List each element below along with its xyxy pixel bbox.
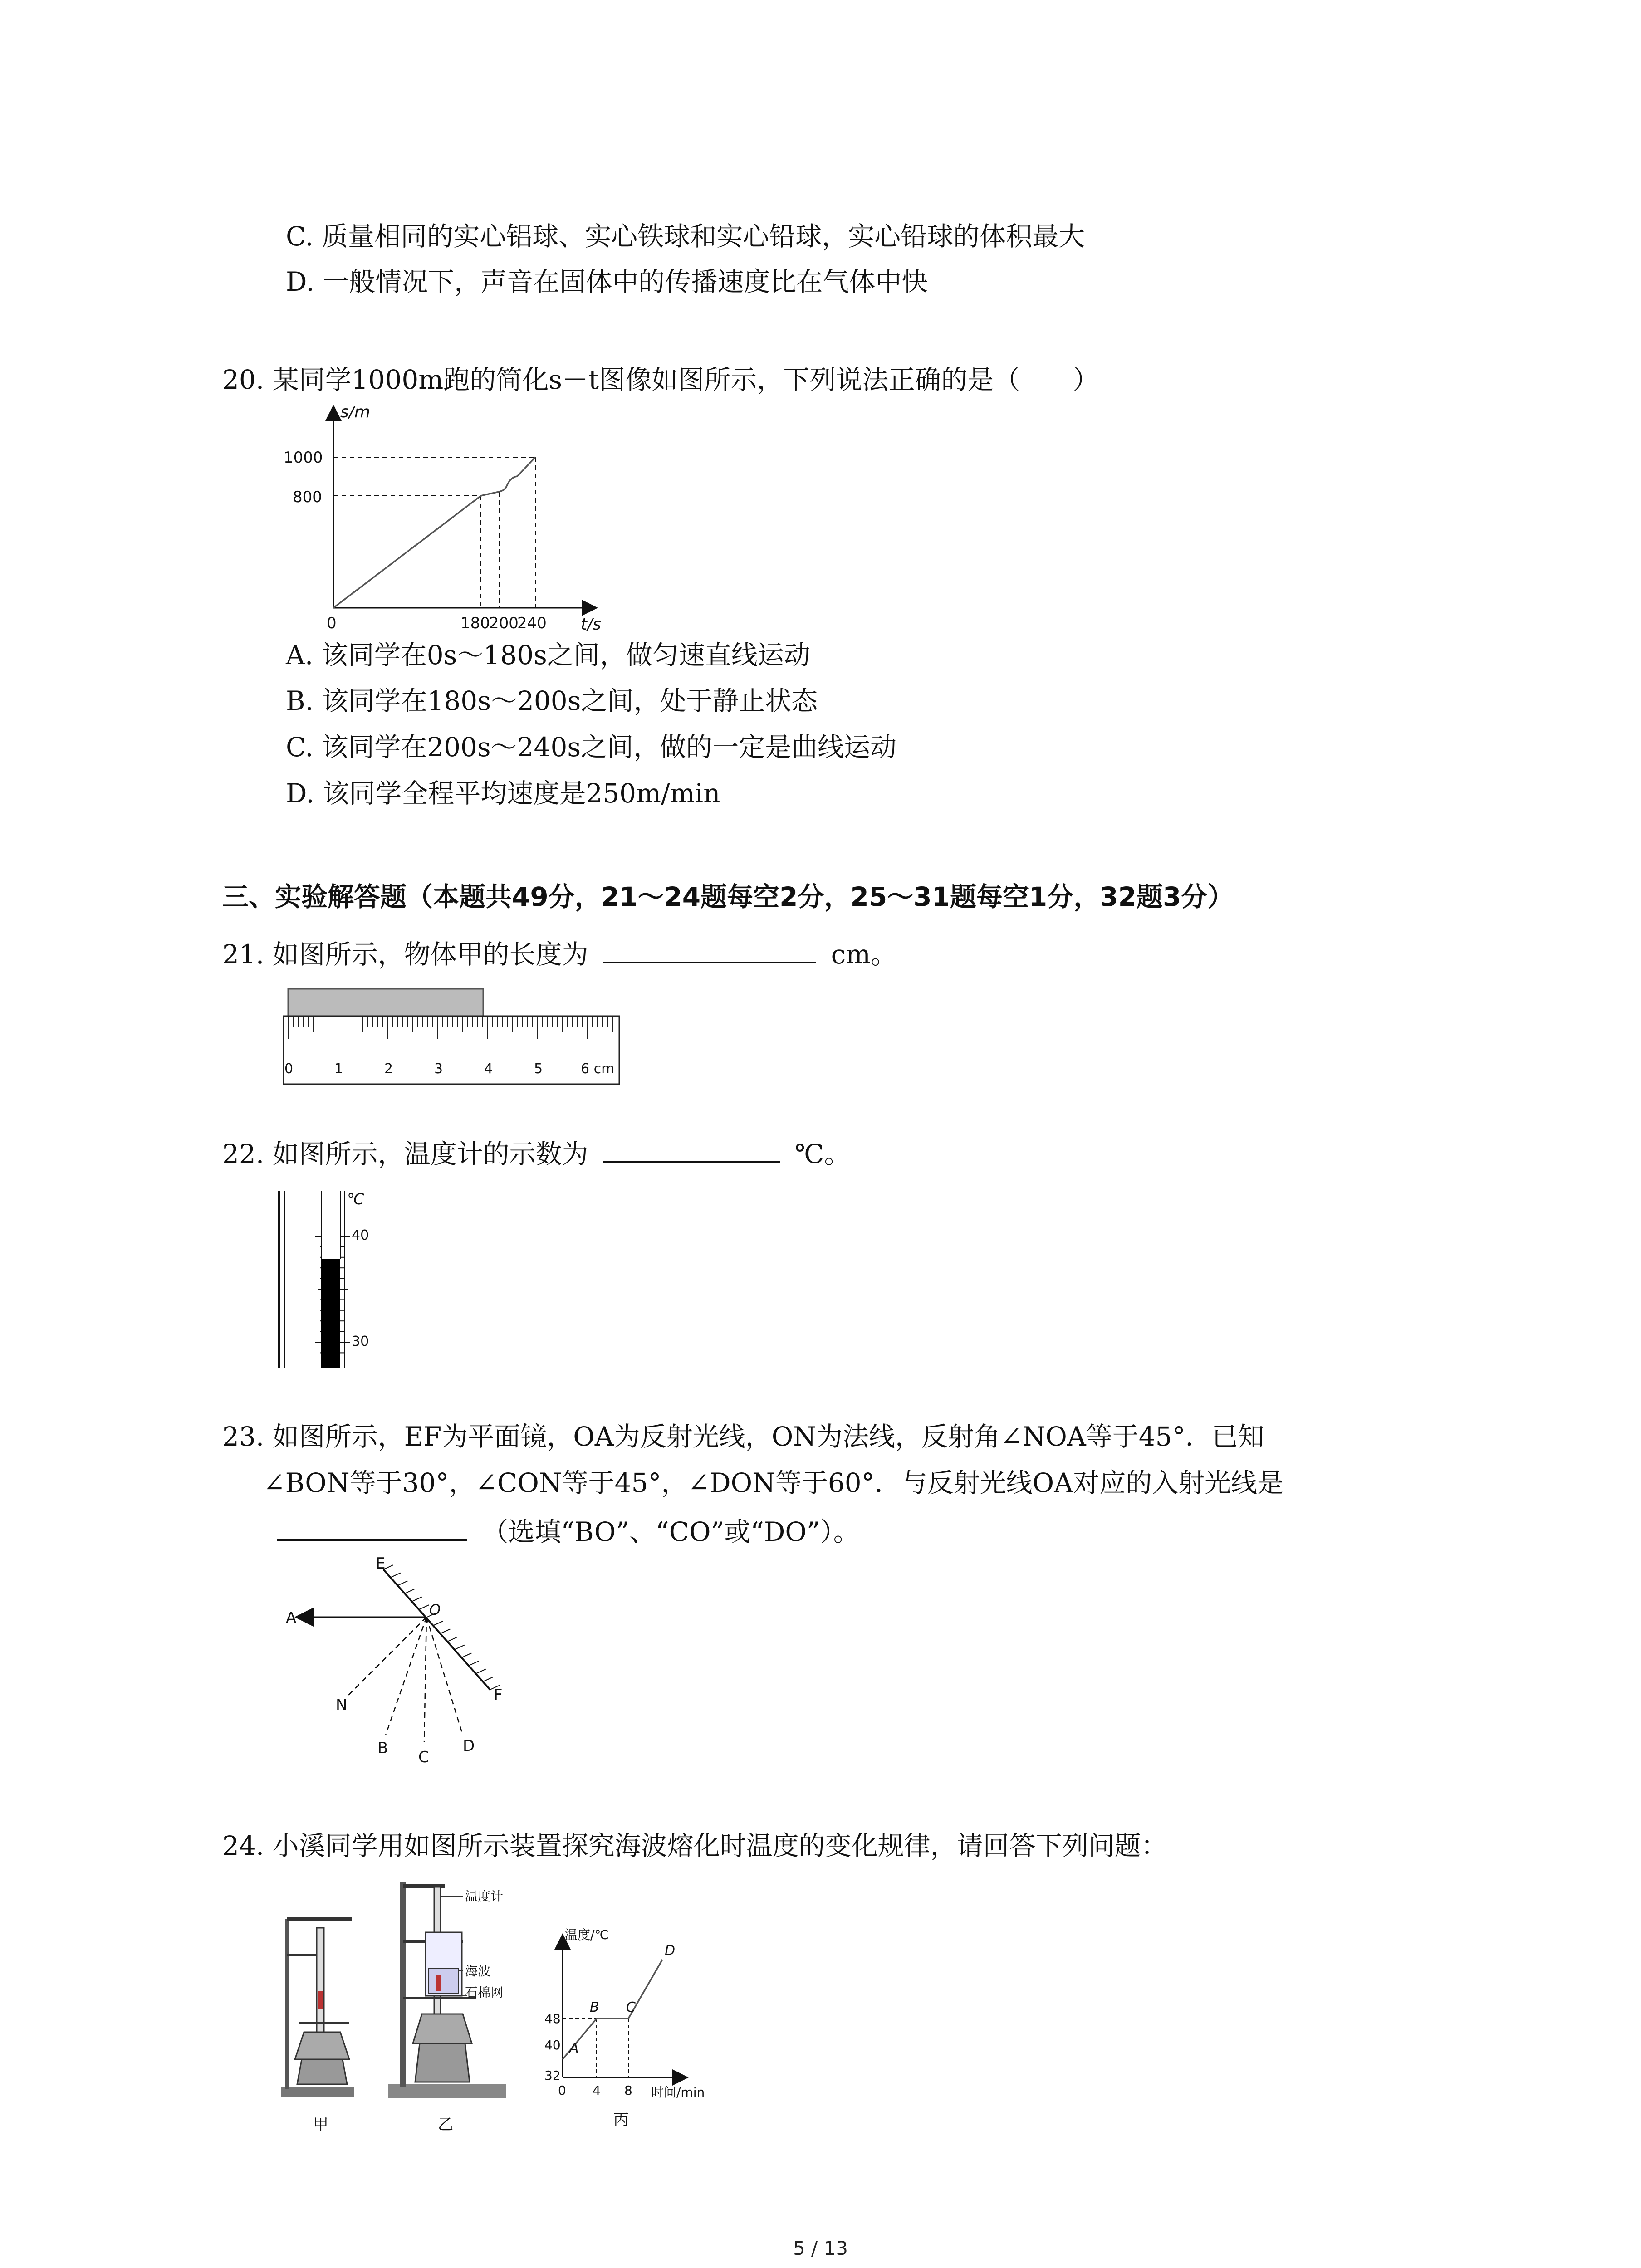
ruler-label-6: 6 cm	[581, 1061, 615, 1077]
q23-mirror-figure	[272, 1551, 526, 1769]
label-b: B	[377, 1739, 388, 1757]
mirror-hatch-mark	[391, 1573, 401, 1578]
apparatus-jia	[281, 1919, 354, 2097]
mirror-ef	[383, 1569, 490, 1690]
thermo-label-30: 30	[352, 1334, 369, 1349]
graph-ytick-40: 40	[544, 2038, 561, 2053]
q22-answer-blank[interactable]	[603, 1135, 780, 1163]
label-f: F	[494, 1686, 503, 1704]
label-e: E	[376, 1554, 386, 1573]
graph-ytick-32: 32	[544, 2068, 561, 2083]
point-a: A	[569, 2040, 579, 2056]
x-tick-200: 200	[489, 614, 519, 632]
y-tick-800: 800	[293, 488, 322, 506]
page-number: 5 / 13	[793, 2237, 848, 2259]
q23-line-2: ∠BON等于30°，∠CON等于45°，∠DON等于60°．与反射光线OA对应的入射光线是	[263, 1467, 1284, 1498]
q21-ruler-figure	[279, 984, 624, 1089]
mirror-hatch-mark	[405, 1589, 415, 1593]
label-d: D	[463, 1737, 475, 1755]
st-curve	[333, 457, 535, 608]
label-c: C	[418, 1748, 429, 1766]
ruler-label-0: 0	[284, 1061, 294, 1077]
label-jia: 甲	[313, 2116, 328, 2134]
q22-thermometer-figure	[272, 1186, 390, 1372]
q20-stem: 20. 某同学1000m跑的简化s－t图像如图所示，下列说法正确的是（ ）	[222, 364, 1099, 395]
label-thermometer: 温度计	[465, 1889, 504, 1904]
ruler	[284, 1016, 619, 1084]
q19-option-c: C. 质量相同的实心铝球、实心铁球和实心铅球，实心铅球的体积最大	[286, 221, 1085, 252]
q19-option-d: D. 一般情况下，声音在固体中的传播速度比在气体中快	[286, 266, 928, 297]
mirror-hatch-mark	[433, 1621, 443, 1626]
point-d: D	[665, 1943, 676, 1959]
mercury-column	[321, 1259, 340, 1368]
y-axis-label: s/m	[340, 403, 370, 421]
point-b: B	[590, 1999, 599, 2015]
label-a: A	[286, 1609, 297, 1627]
ray-bo	[386, 1617, 426, 1735]
mirror-hatch-mark	[476, 1669, 486, 1674]
ruler-label-1: 1	[334, 1061, 343, 1077]
point-c: C	[626, 1999, 636, 2015]
origin-label: 0	[327, 614, 337, 632]
q21-stem-text: 21. 如图所示，物体甲的长度为	[222, 939, 588, 970]
label-yi: 乙	[438, 2116, 453, 2134]
graph-xtick-0: 0	[558, 2083, 566, 2098]
x-tick-240: 240	[517, 614, 547, 632]
mirror-hatch-mark	[419, 1605, 429, 1609]
x-tick-180: 180	[460, 614, 490, 632]
ray-do	[426, 1617, 463, 1735]
q23-line-1: 23. 如图所示，EF为平面镜，OA为反射光线，ON为法线，反射角∠NOA等于45°．已知	[222, 1421, 1264, 1452]
q20-option-d: D. 该同学全程平均速度是250m/min	[286, 778, 720, 809]
q20-st-graph	[281, 399, 635, 640]
q22-unit: ℃。	[794, 1139, 851, 1169]
mirror-hatch-mark	[455, 1645, 465, 1650]
q20-option-a: A. 该同学在0s～180s之间，做匀速直线运动	[286, 640, 810, 670]
graph-ytick-48: 48	[544, 2011, 561, 2026]
q23-answer-blank[interactable]	[277, 1513, 467, 1541]
mirror-hatch-mark	[447, 1637, 457, 1642]
label-haibo: 海波	[465, 1964, 491, 1979]
graph-xlabel: 时间/min	[651, 2085, 705, 2100]
q24-stem: 24. 小溪同学用如图所示装置探究海波熔化时温度的变化规律，请回答下列问题：	[222, 1830, 1167, 1861]
x-axis-label: t/s	[581, 615, 601, 634]
q21-unit: cm。	[831, 939, 897, 970]
temp-time-graph	[563, 1941, 681, 2077]
ruler-label-2: 2	[384, 1061, 393, 1077]
q22-stem-text: 22. 如图所示，温度计的示数为	[222, 1139, 588, 1169]
label-bing: 丙	[613, 2111, 629, 2129]
ruler-label-4: 4	[484, 1061, 493, 1077]
section-3-title: 三、实验解答题（本题共49分，21～24题每空2分，25～31题每空1分，32题3分）	[222, 881, 1234, 912]
thermo-label-40: 40	[352, 1227, 369, 1243]
mirror-hatch-mark	[412, 1597, 422, 1602]
y-tick-1000: 1000	[284, 449, 323, 467]
q21-stem	[222, 935, 897, 971]
graph-ylabel: 温度/℃	[565, 1927, 609, 1942]
label-n: N	[336, 1696, 348, 1714]
label-shimianwang: 石棉网	[465, 1985, 504, 2000]
ruler-label-5: 5	[534, 1061, 543, 1077]
thermo-unit-label: ℃	[347, 1190, 365, 1208]
mirror-hatch-mark	[440, 1629, 450, 1633]
q22-stem	[222, 1135, 850, 1171]
mirror-hatch-mark	[397, 1581, 407, 1585]
q23-line-3-text: （选填“BO”、“CO”或“DO”）。	[482, 1516, 860, 1547]
q23-line-3	[277, 1513, 860, 1549]
ray-co	[424, 1617, 426, 1742]
q21-answer-blank[interactable]	[603, 935, 816, 963]
mirror-hatch-mark	[469, 1661, 479, 1666]
q20-option-c: C. 该同学在200s～240s之间，做的一定是曲线运动	[286, 732, 897, 763]
q24-apparatus-figure	[272, 1878, 749, 2141]
normal-on	[347, 1617, 426, 1696]
mirror-hatch-mark	[483, 1677, 493, 1681]
q20-option-b: B. 该同学在180s～200s之间，处于静止状态	[286, 685, 818, 716]
object-jia	[288, 989, 483, 1016]
graph-xtick-8: 8	[624, 2083, 632, 2098]
mirror-hatch-mark	[461, 1653, 471, 1657]
graph-xtick-4: 4	[593, 2083, 601, 2098]
label-o: O	[429, 1601, 441, 1618]
ruler-label-3: 3	[434, 1061, 443, 1077]
